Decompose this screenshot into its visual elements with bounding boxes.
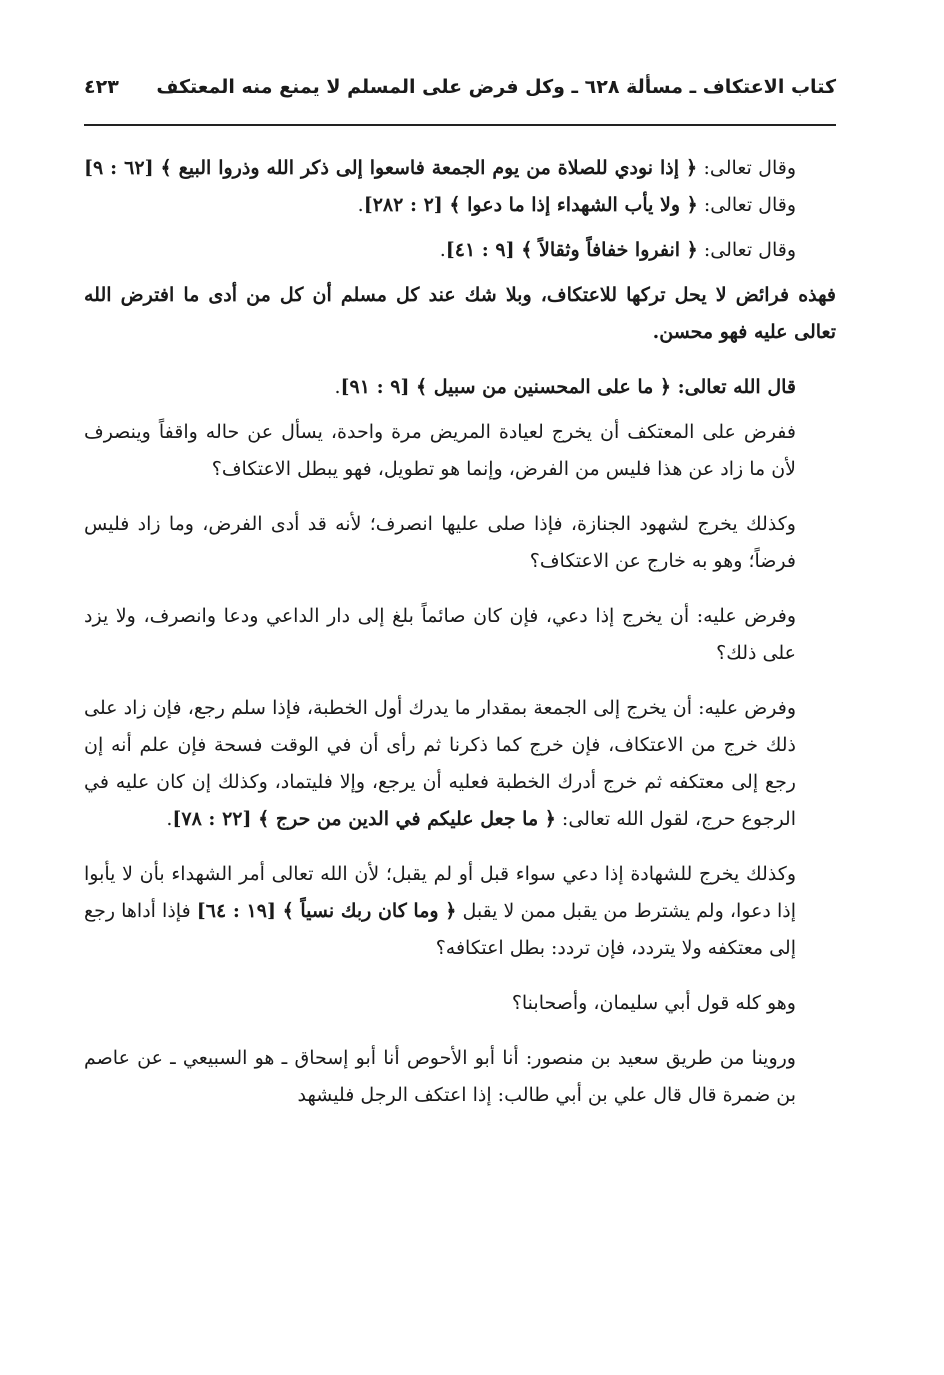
text: وكذلك يخرج للشهادة إذا دعي سواء قبل أو لم يقبل؛ لأن الله تعالى أمر الشهداء بأن لا يأبوا إذا دعوا، ولم يشترط من يقبل ممن لا يقبل [84,863,796,922]
quran-quote: ﴿ ما على المحسنين من سبيل ﴾ [416,376,672,398]
paragraph-4 [84,369,836,406]
running-header [84,70,836,110]
text: فإذا أداها رجع إلى معتكفه ولا يتردد، فإن تردد: بطل اعتكافه؟ [84,900,796,959]
text: قال الله تعالى: [671,376,796,398]
text: . [439,239,446,261]
text: . [334,376,341,398]
paragraph-7: وفرض عليه: أن يخرج إذا دعي، فإن كان صائماً بلغ إلى دار الداعي ودعا وانصرف، ولا يزد على ذلك؟ [84,605,796,664]
text: . [166,808,173,830]
text: وقال تعالى: [697,239,796,261]
paragraph-10: وهو كله قول أبي سليمان، وأصحابنا؟ [511,992,796,1014]
quran-quote: ﴿ ولا يأب الشهداء إذا ما دعوا ﴾ [449,194,698,216]
text: . [357,194,364,216]
page-number: ٤٢٣ [84,76,119,98]
verse-reference: [٢ : ٢٨٢] [363,194,450,216]
verse-reference: [٦٢ : ٩] [84,157,161,179]
verse-reference: [٢٢ : ٧٨] [172,808,259,830]
quran-quote: ﴿ ما جعل عليكم في الدين من حرج ﴾ [258,808,556,830]
paragraph-1 [84,150,836,224]
page-body [84,150,836,1315]
verse-reference: [١٩ : ٦٤] [196,900,283,922]
quran-quote: ﴿ وما كان ربك نسياً ﴾ [282,900,457,922]
header-rule [84,124,836,126]
verse-reference: [٩ : ٤١] [445,239,522,261]
quran-quote: ﴿ انفروا خفافاً وثقالاً ﴾ [521,239,698,261]
paragraph-2 [84,232,836,269]
quran-quote: ﴿ إذا نودي للصلاة من يوم الجمعة فاسعوا إلى ذكر الله وذروا البيع ﴾ [160,157,698,179]
paragraph-9 [84,856,836,967]
header-title: كتاب الاعتكاف ـ مسألة ٦٢٨ ـ وكل فرض على المسلم لا يمنع منه المعتكف [156,76,836,98]
verse-reference: [٩ : ٩١] [340,376,417,398]
paragraph-3: فهذه فرائض لا يحل تركها للاعتكاف، وبلا شك عند كل مسلم أن كل من أدى ما افترض الله تعالى عليه فهو محسن. [84,284,836,343]
text: وقال تعالى: [697,157,797,179]
text: وقال تعالى: [697,194,796,216]
paragraph-11: وروينا من طريق سعيد بن منصور: أنا أبو الأحوص أنا أبو إسحاق ـ هو السبيعي ـ عن عاصم بن ضمرة قال قال علي بن أبي طالب: إذا اعتكف الرجل فليشهد [84,1047,796,1106]
paragraph-5: ففرض على المعتكف أن يخرج لعيادة المريض مرة واحدة، يسأل عن حاله واقفاً وينصرف لأن ما زاد عن هذا فليس من الفرض، وإنما هو تطويل، فهو يبطل الاعتكاف؟ [84,421,796,480]
paragraph-6: وكذلك يخرج لشهود الجنازة، فإذا صلى عليها انصرف؛ لأنه قد أدى الفرض، وما زاد فليس فرضاً؛ وهو به خارج عن الاعتكاف؟ [84,513,796,572]
paragraph-8 [84,690,836,838]
text: وفرض عليه: أن يخرج إلى الجمعة بمقدار ما يدرك أول الخطبة، فإذا سلم رجع، فإن زاد على ذلك خرج من الاعتكاف، فإن خرج كما ذكرنا ثم رأى أن في الوقت فسحة فإن علم أنه إن رجع إلى معتكفه ثم خرج أدرك الخطبة فعليه أن يرجع، وإلا فليتماد، وكذلك إن كان عليه في الرجوع حرج، لقول الله تعالى: [84,697,796,830]
